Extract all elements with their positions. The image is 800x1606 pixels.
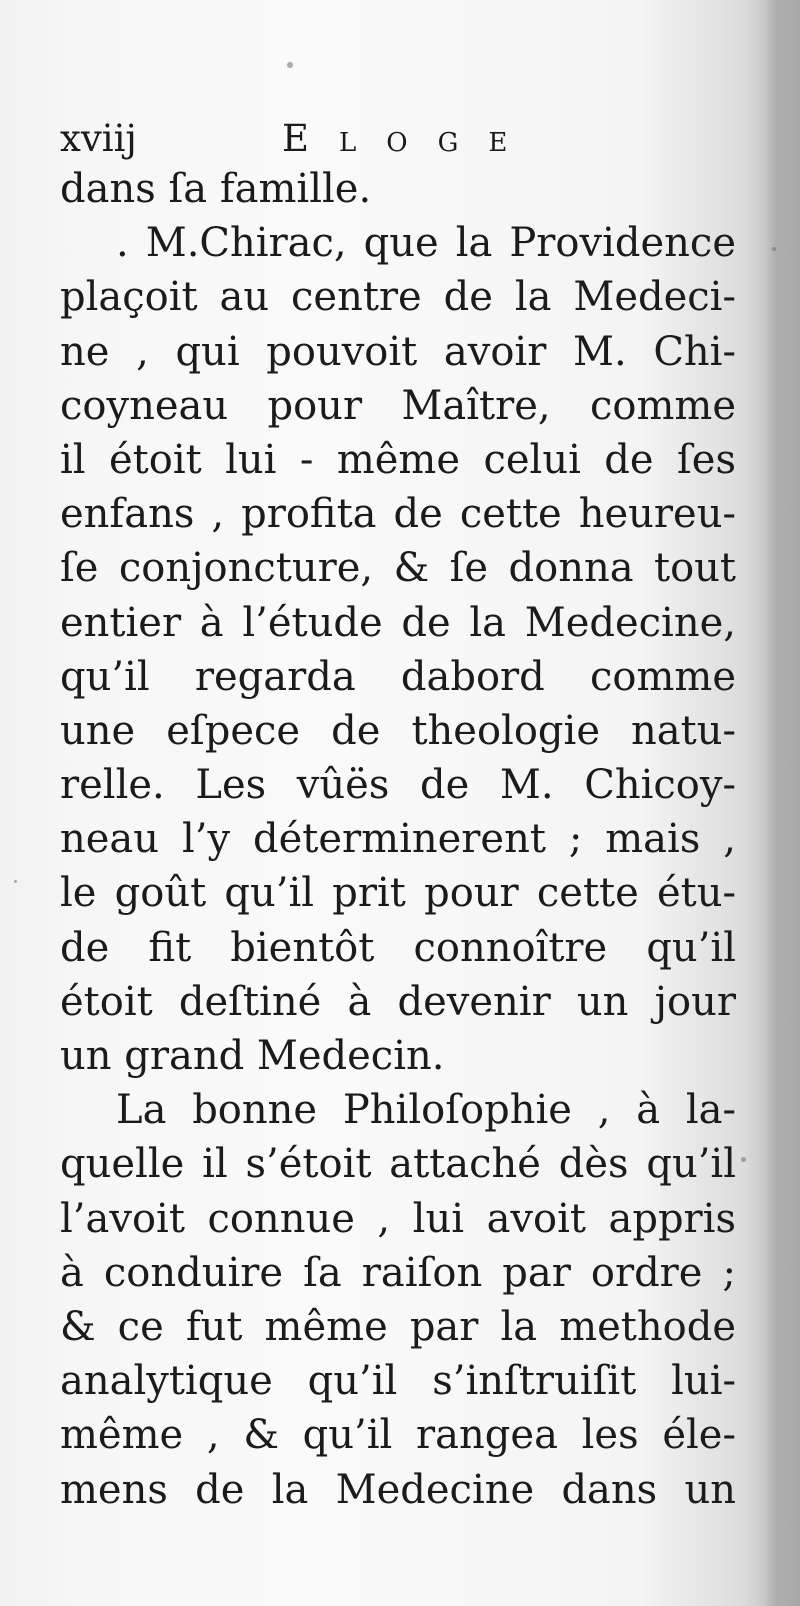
page-number: xviij: [60, 117, 137, 160]
ink-speck: [287, 62, 293, 68]
running-title: Eloge: [282, 117, 538, 160]
text-line: de fit bientôt connoître qu’il: [60, 924, 736, 971]
text-line: quelle il s’étoit attaché dès qu’il: [60, 1141, 736, 1188]
text-line: un grand Medecin.: [60, 1033, 445, 1079]
text-line: plaçoit au centre de la Medeci-: [60, 274, 736, 321]
text-line: La bonne Philoſophie , à la-: [116, 1087, 736, 1134]
text-line: coyneau pour Maître, comme: [60, 382, 736, 429]
text-line: enfans , profita de cette heureu-: [60, 491, 736, 538]
body-text: [60, 162, 736, 1517]
ink-speck: [14, 880, 17, 883]
text-line: entier à l’étude de la Medecine,: [60, 599, 736, 646]
text-line: analytique qu’il s’inſtruiſit lui-: [60, 1358, 736, 1405]
ink-speck: [772, 247, 776, 251]
text-line: qu’il regarda dabord comme: [60, 653, 736, 700]
text-line: dans ſa famille.: [60, 166, 372, 212]
text-line: . M.Chirac, que la Providence: [116, 220, 736, 267]
text-line: même , & qu’il rangea les éle-: [60, 1412, 736, 1459]
page-header: [60, 110, 740, 168]
text-line: & ce fut même par la methode: [60, 1303, 736, 1350]
gutter-shadow: [764, 0, 800, 1606]
ink-speck: [741, 1157, 746, 1162]
text-line: neau l’y déterminerent ; mais ,: [60, 816, 736, 863]
text-line: ſe conjoncture, & ſe donna tout: [60, 545, 736, 592]
text-line: étoit deſtiné à devenir un jour: [60, 978, 736, 1025]
text-line: l’avoit connue , lui avoit appris: [60, 1195, 736, 1242]
text-line: il étoit lui - même celui de ſes: [60, 436, 736, 483]
text-line: ne , qui pouvoit avoir M. Chi-: [60, 328, 736, 375]
text-line: une eſpece de theologie natu-: [60, 707, 736, 754]
text-line: mens de la Medecine dans un: [60, 1466, 736, 1513]
text-line: relle. Les vûës de M. Chicoy-: [60, 762, 736, 809]
text-line: à conduire ſa raiſon par ordre ;: [60, 1249, 736, 1296]
text-line: le goût qu’il prit pour cette étu-: [60, 870, 736, 917]
